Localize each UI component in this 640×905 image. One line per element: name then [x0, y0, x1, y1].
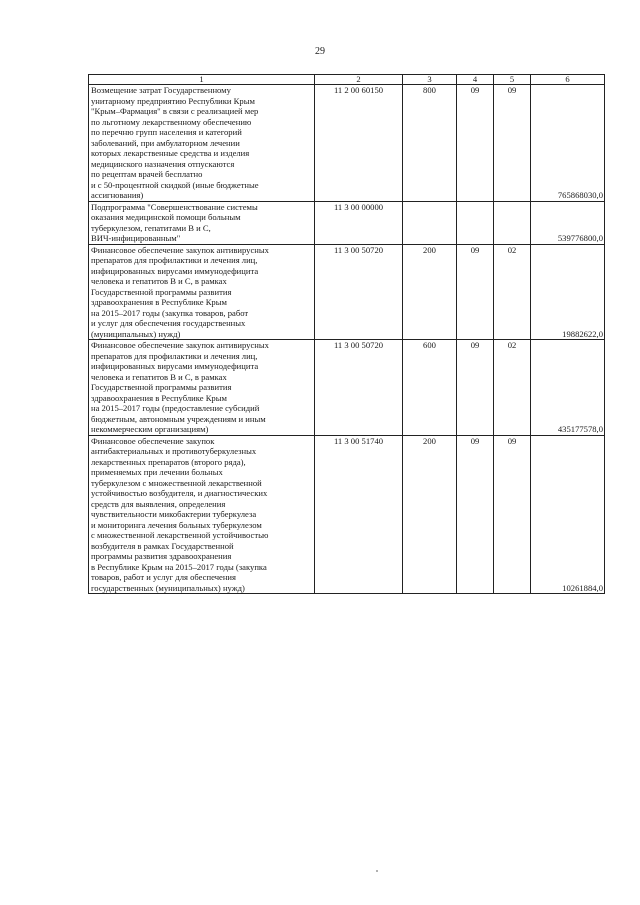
target-article-code: 11 2 00 60150 — [315, 85, 403, 202]
expense-type-code: 800 — [403, 85, 457, 202]
amount: 19882622,0 — [531, 244, 605, 340]
section-code: 09 — [457, 340, 494, 436]
table-row — [89, 244, 605, 340]
amount: 435177578,0 — [531, 340, 605, 436]
expense-type-code: 200 — [403, 244, 457, 340]
page-number: 29 — [315, 46, 325, 57]
target-article-code: 11 3 00 51740 — [315, 435, 403, 594]
target-article-code: 11 3 00 00000 — [315, 201, 403, 244]
col-header-4: 4 — [457, 75, 494, 85]
subsection-code: 02 — [494, 244, 531, 340]
col-header-5: 5 — [494, 75, 531, 85]
table-row — [89, 340, 605, 436]
table-row — [89, 435, 605, 594]
col-header-3: 3 — [403, 75, 457, 85]
target-article-code: 11 3 00 50720 — [315, 244, 403, 340]
row-name: Финансовое обеспечение закупок антивирусных препаратов для профилактики и лечения лиц, инфицированных вирусами иммунодефицита человека и гепатитов В и С, в рамках Государственной программы развития здравоохранения в Республике Крым на 2015–2017 годы (закупка товаров, работ и услуг для обеспечения государственных (муниципальных) нужд) — [89, 244, 315, 340]
expense-type-code: 200 — [403, 435, 457, 594]
table-row — [89, 201, 605, 244]
section-code: 09 — [457, 85, 494, 202]
section-code: 09 — [457, 244, 494, 340]
row-name: Финансовое обеспечение закупок антивирусных препаратов для профилактики и лечения лиц, инфицированных вирусами иммунодефицита человека и гепатитов В и С, в рамках Государственной программы развития здравоохранения в Республике Крым на 2015–2017 годы (предоставление субсидий бюджетным, автономным учреждениям и иным некоммерческим организациям) — [89, 340, 315, 436]
row-name: Возмещение затрат Государственному унитарному предприятию Республики Крым "Крым–Фармация" в связи с реализацией мер по льготному лекарственному обеспечению по перечню групп населения и категорий заболеваний, при амбулаторном лечении которых лекарственные средства и изделия медицинского назначения отпускаются по рецептам врачей бесплатно и с 50-процентной скидкой (иные бюджетные ассигнования) — [89, 85, 315, 202]
amount: 10261884,0 — [531, 435, 605, 594]
col-header-6: 6 — [531, 75, 605, 85]
subsection-code: 09 — [494, 435, 531, 594]
scan-speck — [376, 870, 378, 872]
row-name: Подпрограмма "Совершенствование системы оказания медицинской помощи больным туберкулезом, гепатитами В и С, ВИЧ-инфицированным" — [89, 201, 315, 244]
subsection-code: 02 — [494, 340, 531, 436]
table-row — [89, 85, 605, 202]
section-code: 09 — [457, 435, 494, 594]
target-article-code: 11 3 00 50720 — [315, 340, 403, 436]
row-name: Финансовое обеспечение закупок антибактериальных и противотуберкулезных лекарственных препаратов (второго ряда), применяемых при лечении больных туберкулезом с множественной лекарственной устойчивостью возбудителя, и диагностических средств для выявления, определения чувствительности микобактерии туберкулеза и мониторинга лечения больных туберкулезом с множественной лекарственной устойчивостью возбудителя в рамках Государственной программы развития здравоохранения в Республике Крым на 2015–2017 годы (закупка товаров, работ и услуг для обеспечения государственных (муниципальных) нужд) — [89, 435, 315, 594]
budget-table — [88, 74, 605, 594]
subsection-code: 09 — [494, 85, 531, 202]
col-header-1: 1 — [89, 75, 315, 85]
col-header-2: 2 — [315, 75, 403, 85]
subsection-code — [494, 201, 531, 244]
header-row — [89, 75, 605, 85]
amount: 539776800,0 — [531, 201, 605, 244]
section-code — [457, 201, 494, 244]
expense-type-code: 600 — [403, 340, 457, 436]
expense-type-code — [403, 201, 457, 244]
amount: 765868030,0 — [531, 85, 605, 202]
